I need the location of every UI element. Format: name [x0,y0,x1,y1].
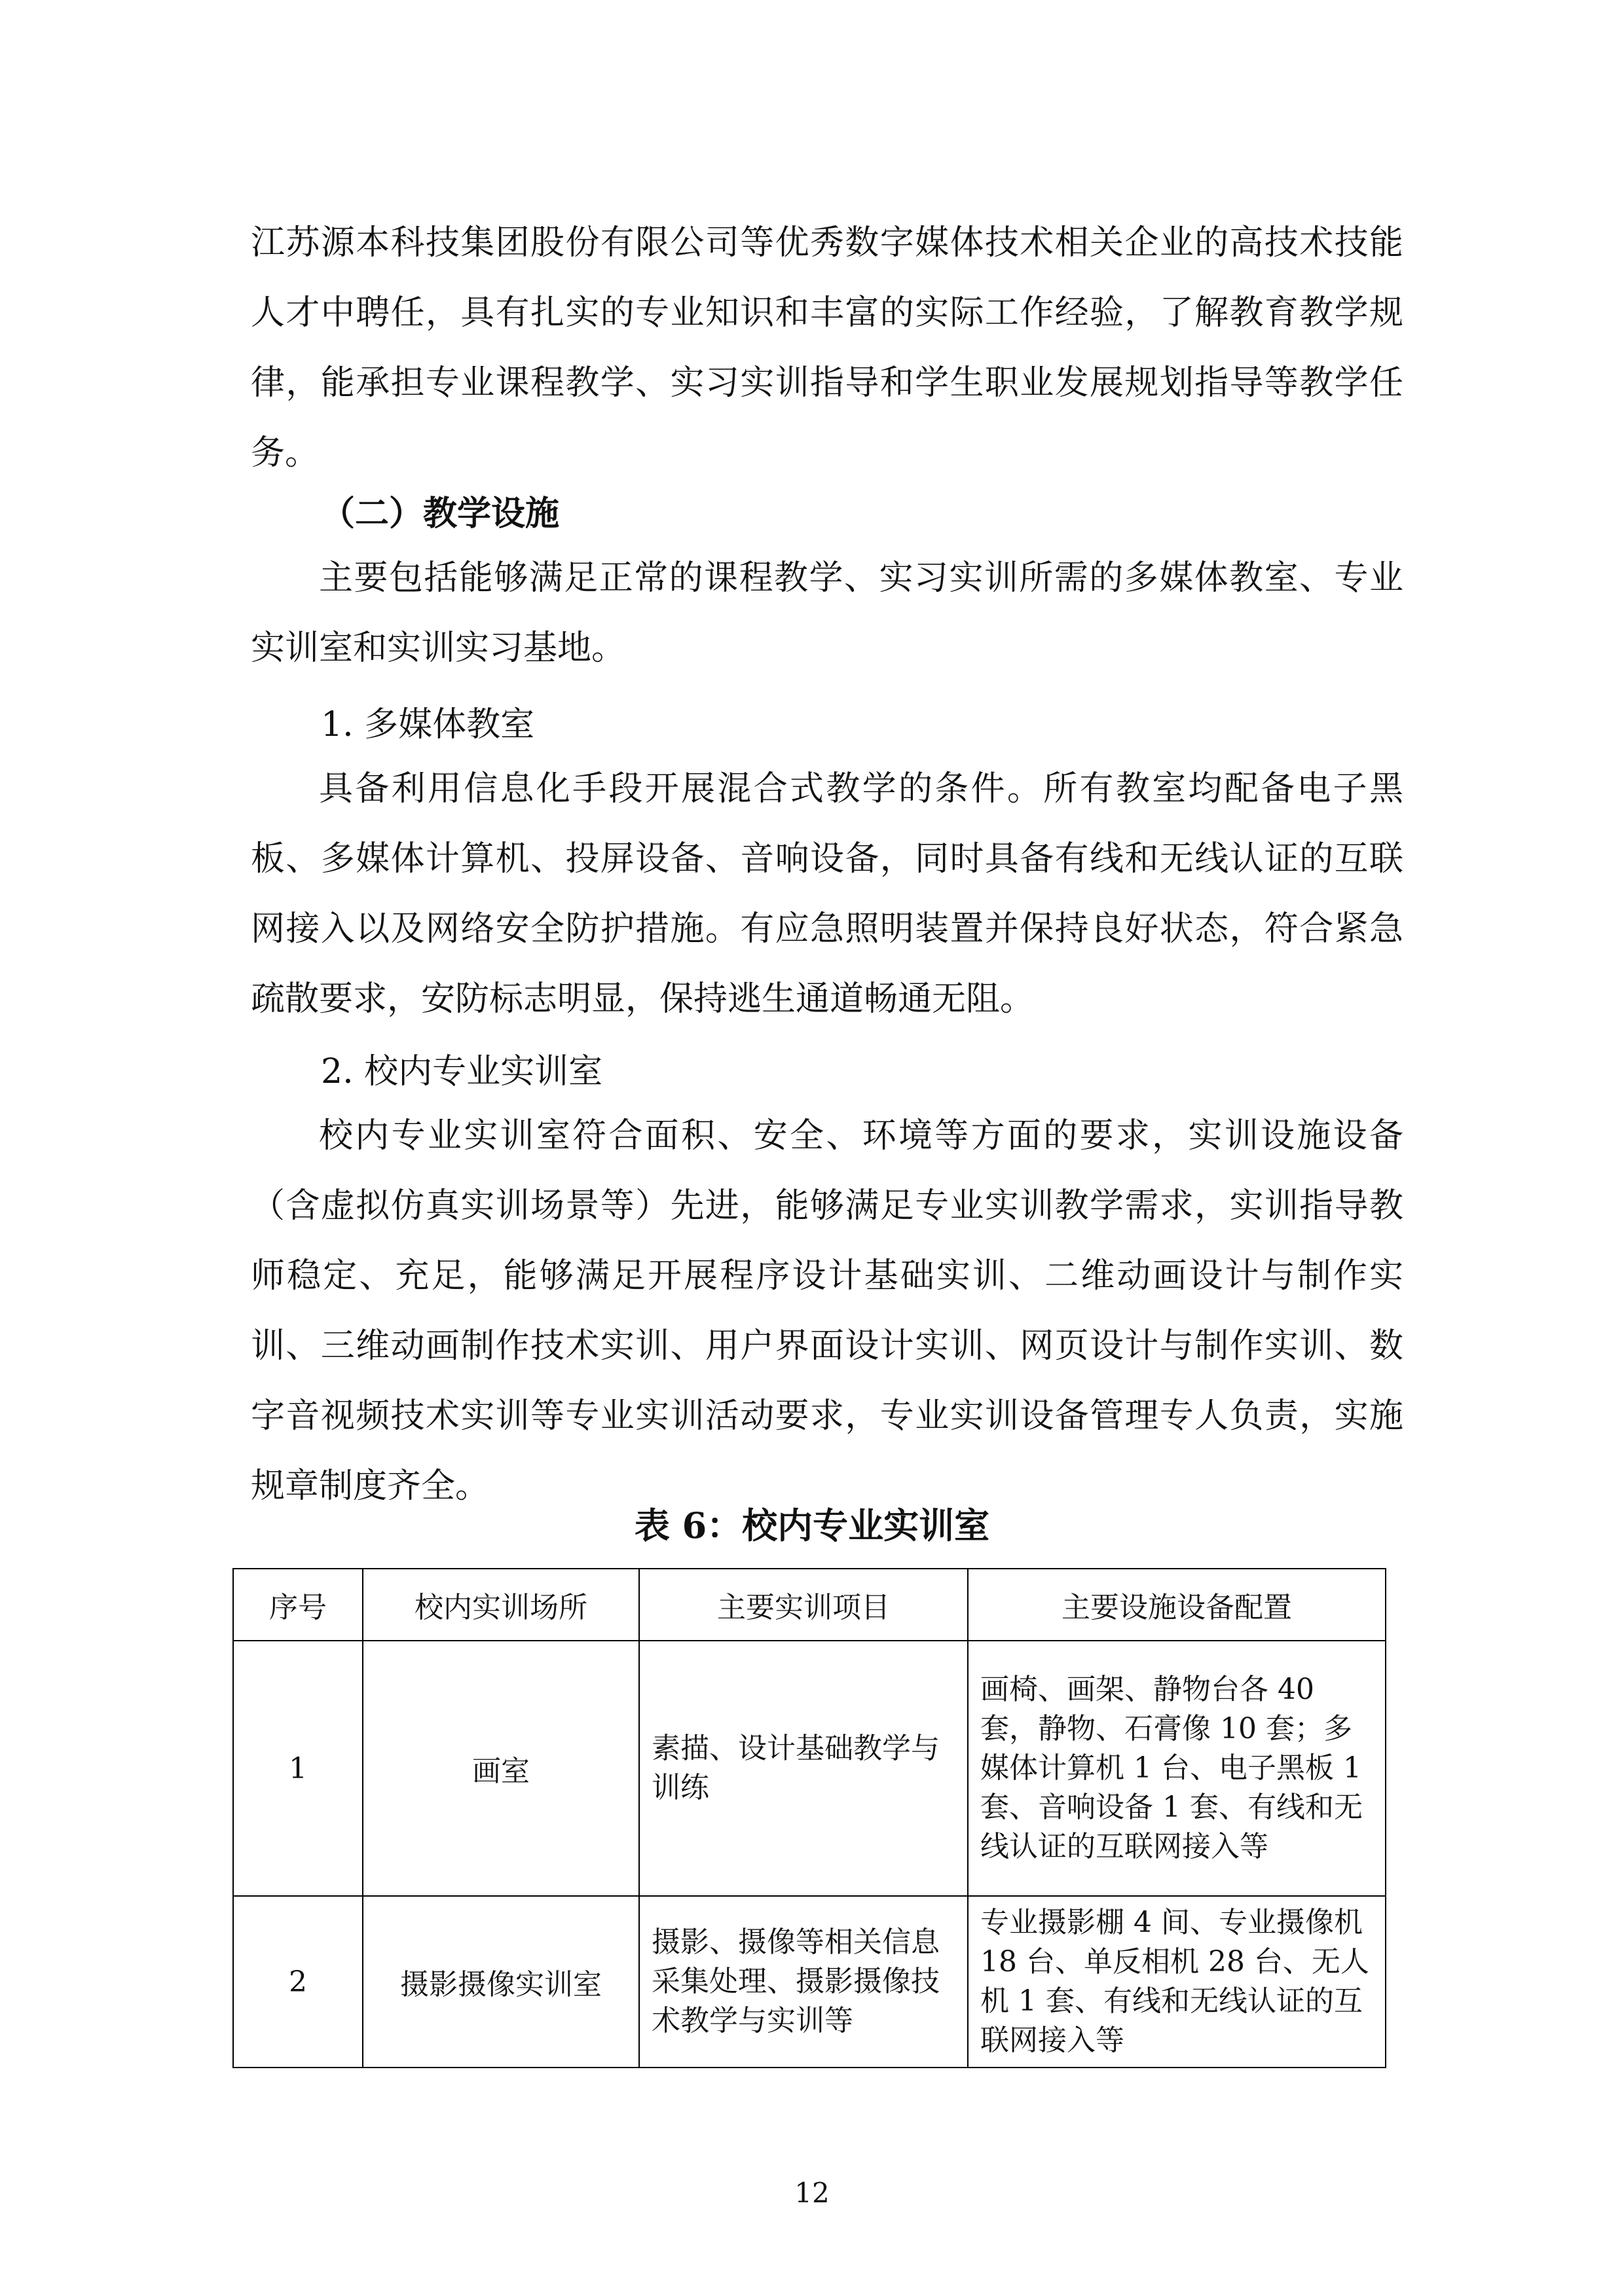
table-header-row [233,1569,1386,1641]
cell-project: 素描、设计基础教学与训练 [639,1641,968,1896]
multimedia-classroom-paragraph: 具备利用信息化手段开展混合式教学的条件。所有教室均配备电子黑板、多媒体计算机、投屏设备、音响设备，同时具备有线和无线认证的互联网接入以及网络安全防护措施。有应急照明装置并保持良好状态，符合紧急疏散要求，安防标志明显，保持逃生通道畅通无阻。 [251,769,1403,1019]
teaching-facilities-paragraph: 主要包括能够满足正常的课程教学、实习实训所需的多媒体教室、专业实训室和实训实习基地。 [251,558,1403,668]
training-room-paragraph: 校内专业实训室符合面积、安全、环境等方面的要求，实训设施设备（含虚拟仿真实训场景等）先进，能够满足专业实训教学需求，实训指导教师稳定、充足，能够满足开展程序设计基础实训、二维动画设计与制作实训、三维动画制作技术实训、用户界面设计实训、网页设计与制作实训、数字音视频技术实训等专业实训活动要求，专业实训设备管理专人负责，实施规章制度齐全。 [251,1116,1403,1506]
subheading-training-room: 2. 校内专业实训室 [321,1052,603,1091]
cell-project: 摄影、摄像等相关信息采集处理、摄影摄像技术教学与实训等 [639,1896,968,2068]
cell-no: 1 [233,1641,363,1896]
table-row [233,1896,1386,2068]
cell-no: 2 [233,1896,363,2068]
section-heading-teaching-facilities: （二）教学设施 [321,494,560,534]
cell-place: 摄影摄像实训室 [363,1896,639,2068]
intro-paragraph: 江苏源本科技集团股份有限公司等优秀数字媒体技术相关企业的高技术技能人才中聘任，具有扎实的专业知识和丰富的实际工作经验，了解教育教学规律，能承担专业课程教学、实习实训指导和学生职业发展规划指导等教学任务。 [251,223,1403,473]
table-caption: 表 6：校内专业实训室 [634,1504,990,1546]
page-number: 12 [794,2177,830,2209]
cell-place: 画室 [363,1641,639,1896]
cell-equipment: 专业摄影棚 4 间、专业摄像机 18 台、单反相机 28 台、无人机 1 套、有线和无线认证的互联网接入等 [968,1896,1386,2068]
subheading-multimedia-classroom: 1. 多媒体教室 [321,705,535,744]
table-row [233,1641,1386,1896]
header-place: 校内实训场所 [363,1569,639,1641]
header-project: 主要实训项目 [639,1569,968,1641]
header-equipment: 主要设施设备配置 [968,1569,1386,1641]
cell-equipment: 画椅、画架、静物台各 40 套，静物、石膏像 10 套；多媒体计算机 1 台、电子黑板 1 套、音响设备 1 套、有线和无线认证的互联网接入等 [968,1641,1386,1896]
training-room-table [232,1568,1386,2068]
header-no: 序号 [233,1569,363,1641]
